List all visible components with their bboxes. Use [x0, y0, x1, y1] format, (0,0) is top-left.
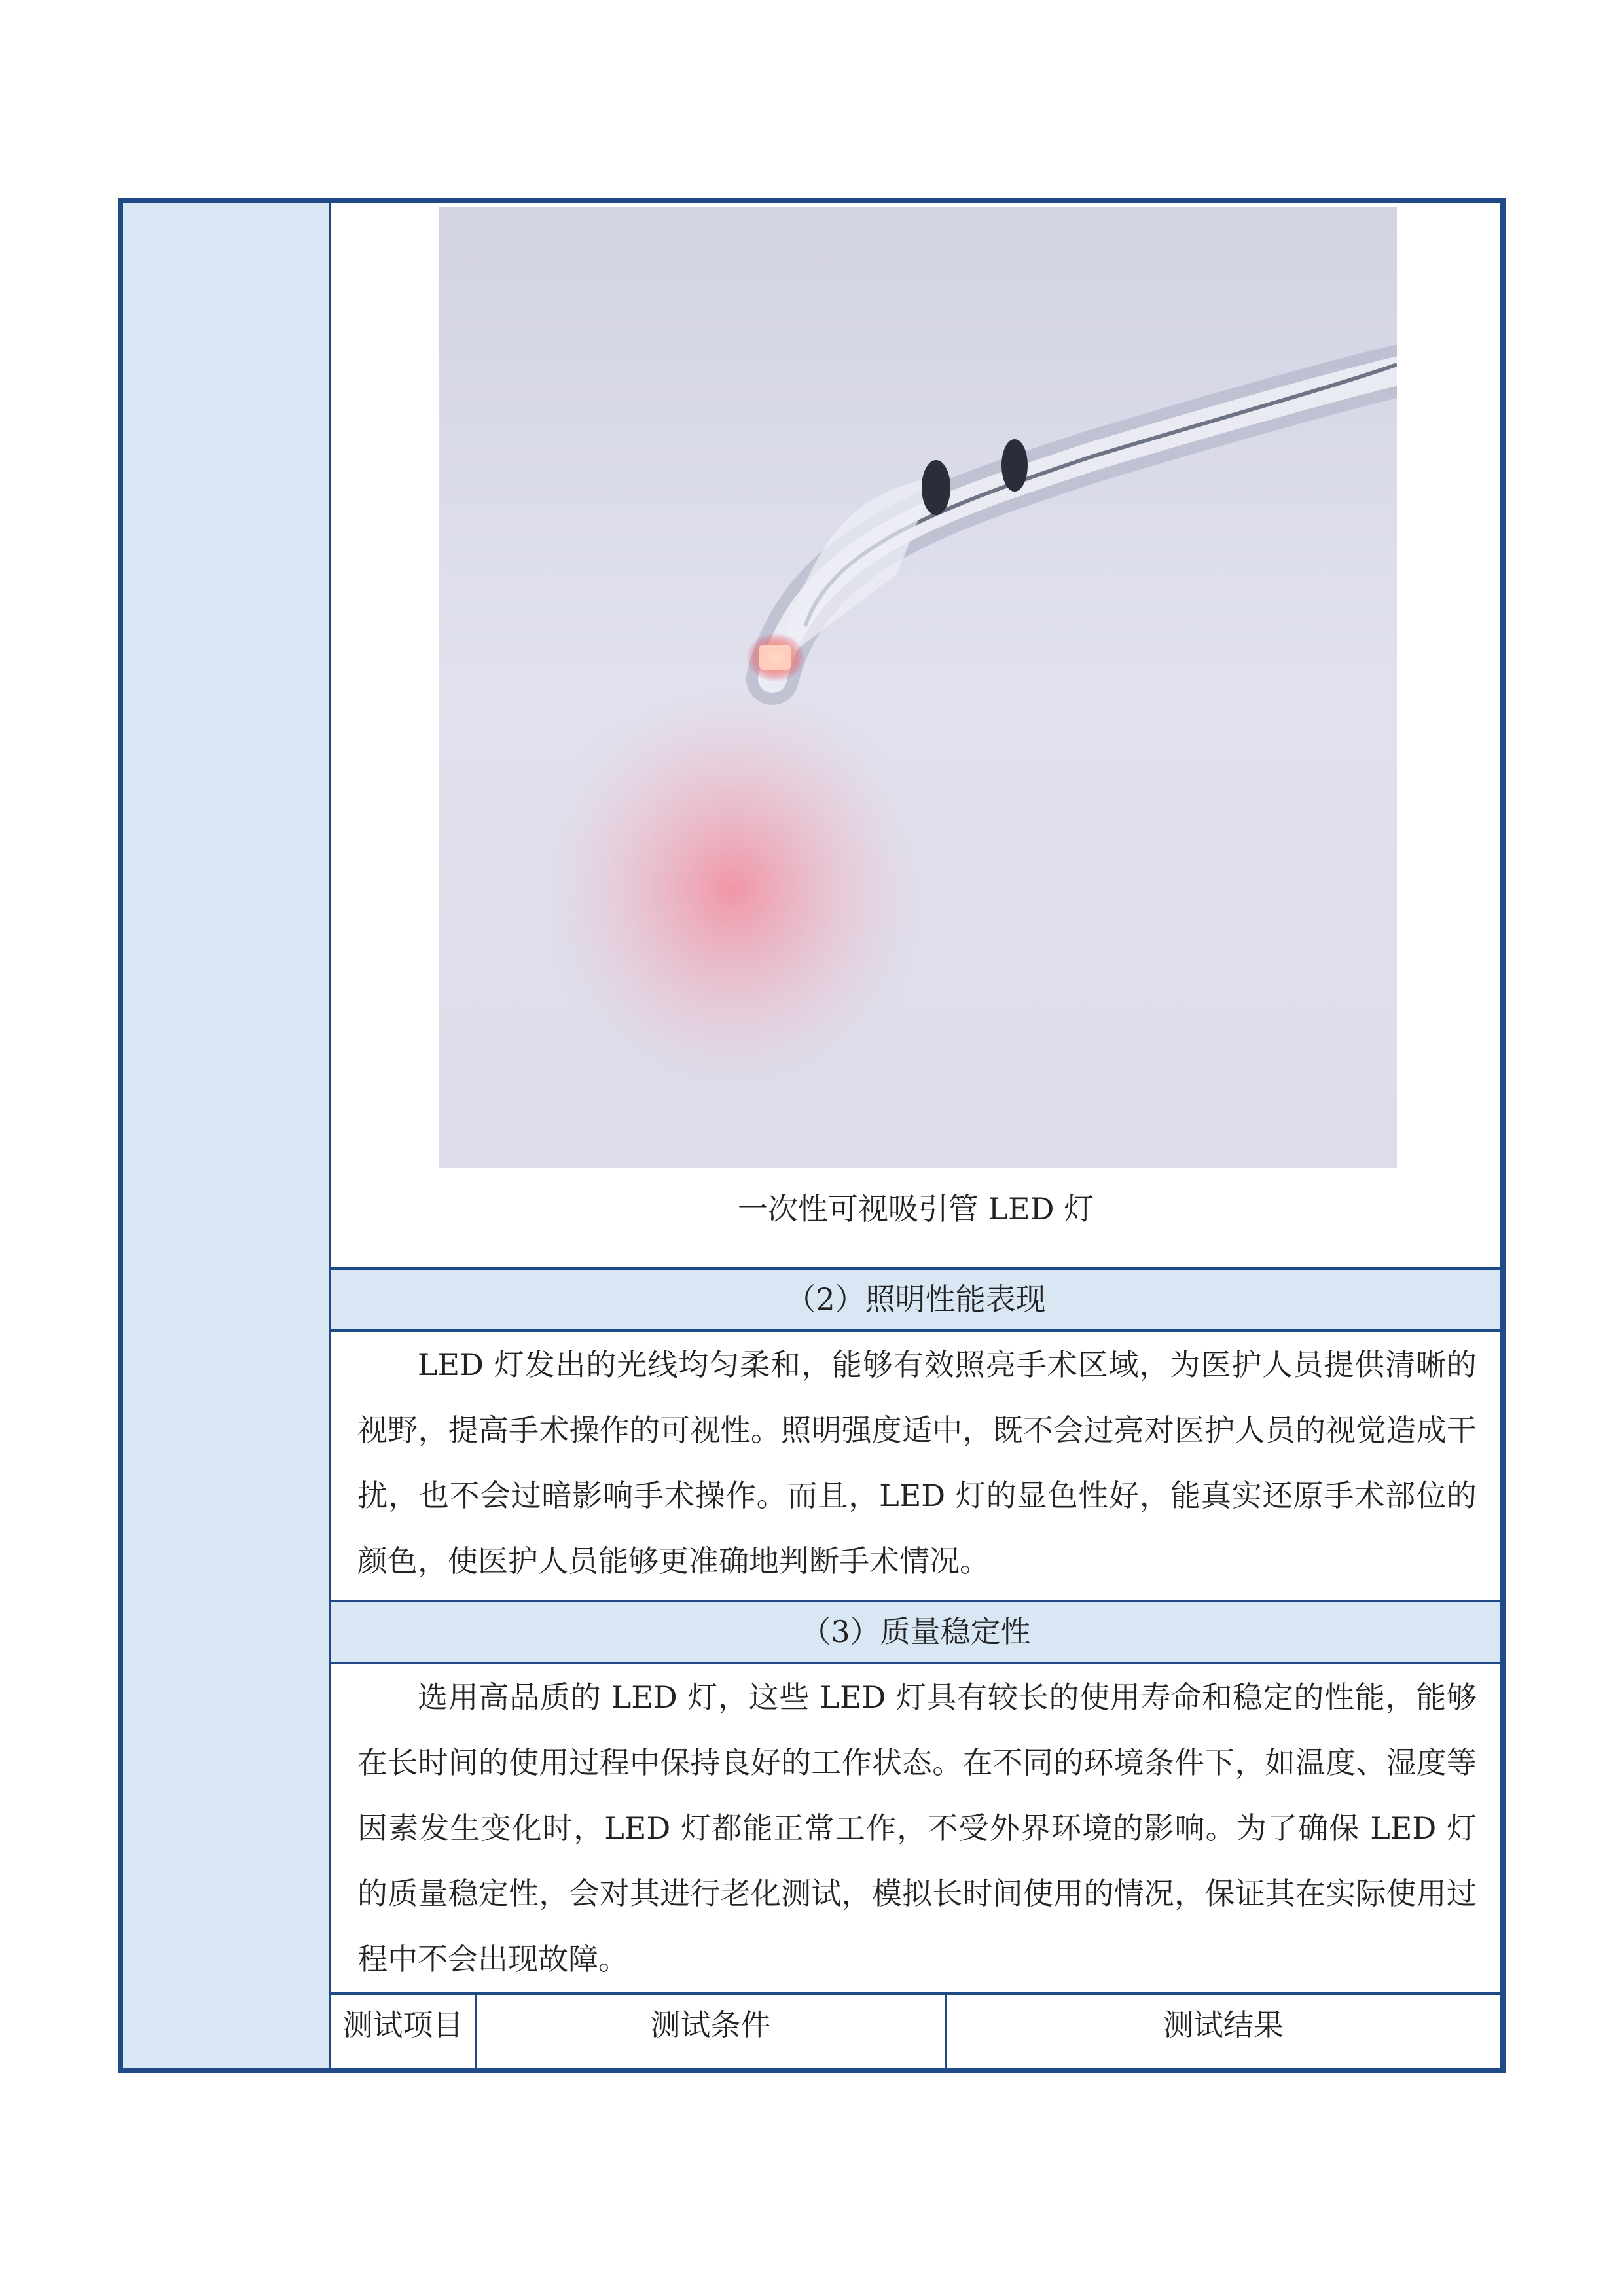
- section-body-quality: 选用高品质的 LED 灯，这些 LED 灯具有较长的使用寿命和稳定的性能，能够在长时间的使用过程中保持良好的工作状态。在不同的环境条件下，如温度、湿度等因素发生变化时，LED 灯都能正常工作，不受外界环境的影响。为了确保 LED 灯的质量稳定性，会对其进行老化测试，模拟长时间使用的情况，保证其在实际使用过程中不会出现故障。: [357, 1679, 1477, 1977]
- figure-cell: [331, 203, 1500, 1270]
- suction-tube-led-photo-icon: [439, 207, 1397, 1168]
- table-header-test-item: 测试项目: [331, 1995, 477, 2072]
- section-heading-lighting: （2）照明性能表现: [331, 1270, 1500, 1332]
- suction-tube-led-photo: [439, 207, 1397, 1168]
- section-body-lighting: LED 灯发出的光线均匀柔和，能够有效照亮手术区域，为医护人员提供清晰的视野，提高手术操作的可视性。照明强度适中，既不会过亮对医护人员的视觉造成干扰，也不会过暗影响手术操作。而且，LED 灯的显色性好，能真实还原手术部位的颜色，使医护人员能够更准确地判断手术情况。: [357, 1347, 1477, 1579]
- section-heading-quality: （3）质量稳定性: [331, 1602, 1500, 1664]
- figure-caption: 一次性可视吸引管 LED 灯: [737, 1191, 1094, 1227]
- test-table-header-row: [331, 1995, 1500, 2072]
- table-header-test-condition: 测试条件: [477, 1995, 947, 2072]
- table-header-test-result: 测试结果: [1163, 2007, 1284, 2043]
- content-column: [331, 203, 1500, 2068]
- document-frame: [118, 198, 1506, 2073]
- left-sidebar-column: [123, 203, 331, 2068]
